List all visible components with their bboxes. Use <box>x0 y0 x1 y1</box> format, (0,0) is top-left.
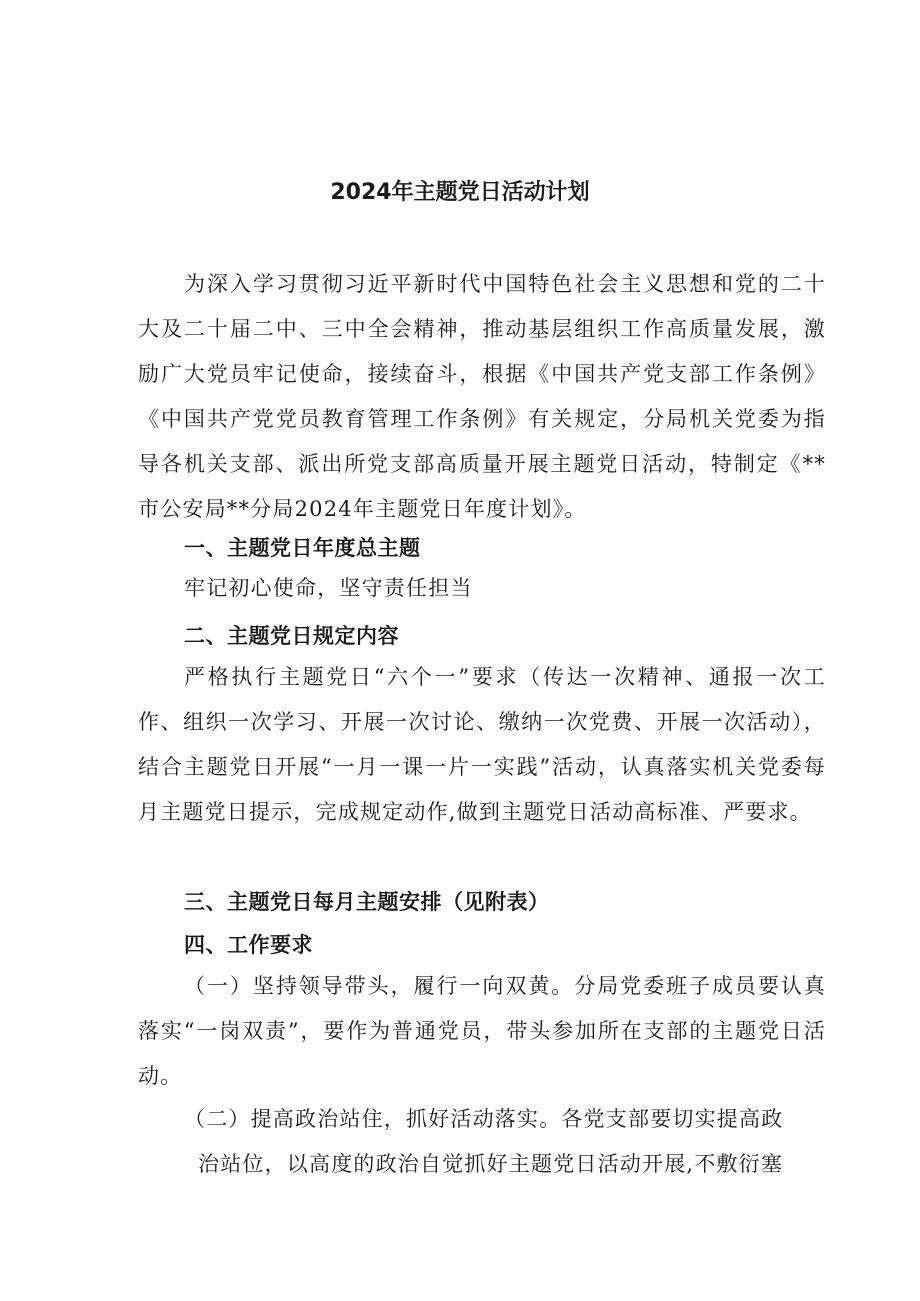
section-1-body: 牢记初心使命，坚守责任担当 <box>184 576 473 600</box>
section-heading-4: 四、工作要求 <box>184 933 313 957</box>
section-heading-2: 二、主题党日规定内容 <box>184 624 399 648</box>
requirement-item-2-continued: 治站位，以高度的政治自觉抓好主题党日活动开展,不敷衍塞 <box>198 1152 784 1176</box>
requirement-item-2: （二）提高政治站住，抓好活动落实。各党支部要切实提高政 <box>184 1107 784 1131</box>
section-heading-1: 一、主题党日年度总主题 <box>184 536 421 560</box>
document-title: 2024年主题党日活动计划 <box>330 180 590 205</box>
requirement-item-1: （一）坚持领导带头，履行一向双黄。分局党委班子成员要认真落实“一岗双责”，要作为普通党员，带头参加所在支部的主题党日活动。 <box>138 974 826 1088</box>
intro-paragraph: 为深入学习贯彻习近平新时代中国特色社会主义思想和党的二十大及二十届二中、三中全会精神，推动基层组织工作高质量发展，激励广大党员牢记使命，接续奋斗，根据《中国共产党支部工作条例》《中国共产党党员教育管理工作条例》有关规定，分局机关党委为指导各机关支部、派出所党支部高质量开展主题党日活动，特制定《**市公安局**分局2024年主题党日年度计划》。 <box>138 272 826 521</box>
section-2-body: 严格执行主题党日“六个一”要求（传达一次精神、通报一次工作、组织一次学习、开展一次讨论、缴纳一次党费、开展一次活动），结合主题党日开展“一月一课一片一实践”活动，认真落实机关党委每月主题党日提示，完成规定动作,做到主题党日活动高标准、严要求。 <box>138 665 826 824</box>
section-heading-3: 三、主题党日每月主题安排（见附表） <box>184 890 550 914</box>
